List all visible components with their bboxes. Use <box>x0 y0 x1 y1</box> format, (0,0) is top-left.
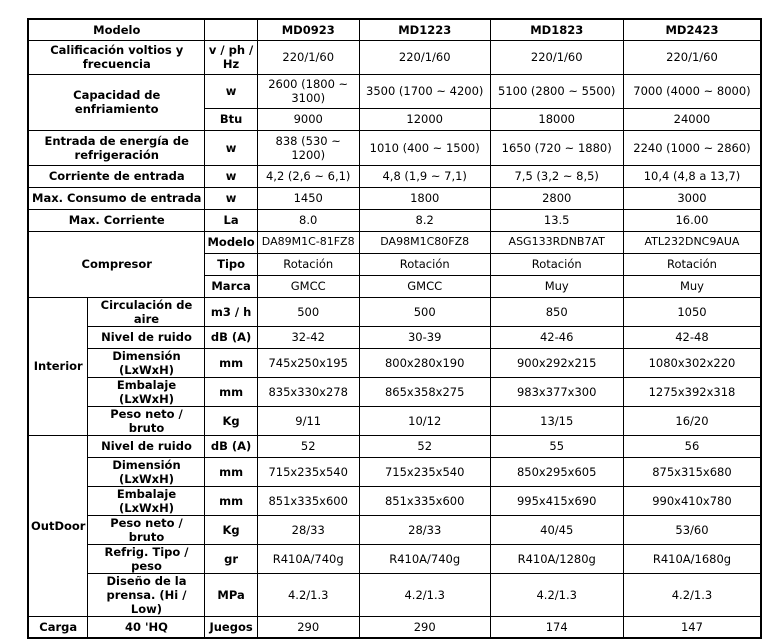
model-name: MD2423 <box>623 19 761 40</box>
cell-value: 42-46 <box>490 326 623 348</box>
row-label: Max. Corriente <box>28 209 205 231</box>
cell-value: Rotación <box>490 253 623 275</box>
row-unit: Juegos <box>205 616 257 638</box>
cell-value: 4,8 (1,9 ~ 7,1) <box>359 165 490 187</box>
cell-value: 40/45 <box>490 515 623 544</box>
cell-value: 1275x392x318 <box>623 377 761 406</box>
row-unit: w <box>205 165 257 187</box>
row-unit: mm <box>205 486 257 515</box>
cell-value: 28/33 <box>257 515 359 544</box>
table-row <box>28 297 761 326</box>
row-label: Nivel de ruido <box>88 326 205 348</box>
cell-value: Rotación <box>359 253 490 275</box>
cell-value: 4.2/1.3 <box>359 573 490 616</box>
cell-value: 3500 (1700 ~ 4200) <box>359 74 490 108</box>
cell-value: 4.2/1.3 <box>257 573 359 616</box>
cell-value: 4,2 (2,6 ~ 6,1) <box>257 165 359 187</box>
cell-value: 1080x302x220 <box>623 348 761 377</box>
cell-value: R410A/740g <box>257 544 359 573</box>
cell-value: 32-42 <box>257 326 359 348</box>
cell-value: 52 <box>257 435 359 457</box>
model-name: MD1823 <box>490 19 623 40</box>
row-unit: Tipo <box>205 253 257 275</box>
row-label: Peso neto / bruto <box>88 515 205 544</box>
row-unit: dB (A) <box>205 435 257 457</box>
cell-value: 290 <box>359 616 490 638</box>
table-row <box>28 616 761 638</box>
cell-value: 990x410x780 <box>623 486 761 515</box>
cell-value: DA89M1C-81FZ8 <box>257 231 359 253</box>
cell-value: Rotación <box>257 253 359 275</box>
header-unit-cell <box>205 19 257 40</box>
header-row <box>28 19 761 40</box>
cell-value: 4.2/1.3 <box>490 573 623 616</box>
cell-value: 220/1/60 <box>490 40 623 74</box>
cell-value: 42-48 <box>623 326 761 348</box>
cell-value: 56 <box>623 435 761 457</box>
cell-value: 147 <box>623 616 761 638</box>
row-label: Dimensión (LxWxH) <box>88 457 205 486</box>
cell-value: 3000 <box>623 187 761 209</box>
row-unit: v / ph / Hz <box>205 40 257 74</box>
section-label-interior: Interior <box>28 297 88 435</box>
cell-value: 715x235x540 <box>359 457 490 486</box>
cell-value: R410A/740g <box>359 544 490 573</box>
table-row <box>28 187 761 209</box>
cell-value: 9/11 <box>257 406 359 435</box>
cell-value: 30-39 <box>359 326 490 348</box>
cell-value: 13.5 <box>490 209 623 231</box>
cell-value: 18000 <box>490 108 623 130</box>
row-label: Refrig. Tipo / peso <box>88 544 205 573</box>
row-label: Entrada de energía de refrigeración <box>28 130 205 165</box>
cell-value: DA98M1C80FZ8 <box>359 231 490 253</box>
row-unit: mm <box>205 377 257 406</box>
row-unit: dB (A) <box>205 326 257 348</box>
cell-value: 5100 (2800 ~ 5500) <box>490 74 623 108</box>
model-name: MD1223 <box>359 19 490 40</box>
row-label: Diseño de la prensa. (Hi / Low) <box>88 573 205 616</box>
row-label: Embalaje (LxWxH) <box>88 486 205 515</box>
cell-value: 1450 <box>257 187 359 209</box>
cell-value: 2240 (1000 ~ 2860) <box>623 130 761 165</box>
cell-value: 983x377x300 <box>490 377 623 406</box>
cell-value: ASG133RDNB7AT <box>490 231 623 253</box>
cell-value: 9000 <box>257 108 359 130</box>
table-row <box>28 209 761 231</box>
table-row <box>28 40 761 74</box>
cell-value: 1010 (400 ~ 1500) <box>359 130 490 165</box>
cell-value: 850x295x605 <box>490 457 623 486</box>
row-label: Embalaje (LxWxH) <box>88 377 205 406</box>
spec-table <box>27 18 762 639</box>
cell-value: 995x415x690 <box>490 486 623 515</box>
table-row <box>28 573 761 616</box>
row-unit: w <box>205 74 257 108</box>
table-row <box>28 74 761 108</box>
cell-value: 800x280x190 <box>359 348 490 377</box>
row-label: Compresor <box>28 231 205 297</box>
header-model-label: Modelo <box>28 19 205 40</box>
row-label: Dimensión (LxWxH) <box>88 348 205 377</box>
row-unit: gr <box>205 544 257 573</box>
cell-value: ATL232DNC9AUA <box>623 231 761 253</box>
table-row <box>28 457 761 486</box>
row-unit: Kg <box>205 406 257 435</box>
table-row <box>28 348 761 377</box>
cell-value: 290 <box>257 616 359 638</box>
cell-value: 875x315x680 <box>623 457 761 486</box>
cell-value: 220/1/60 <box>359 40 490 74</box>
row-unit: w <box>205 187 257 209</box>
cell-value: 1800 <box>359 187 490 209</box>
row-unit: mm <box>205 348 257 377</box>
row-label: Circulación de aire <box>88 297 205 326</box>
cell-value: GMCC <box>359 275 490 297</box>
row-unit: mm <box>205 457 257 486</box>
table-row <box>28 326 761 348</box>
cell-value: Rotación <box>623 253 761 275</box>
cell-value: 8.0 <box>257 209 359 231</box>
cell-value: R410A/1680g <box>623 544 761 573</box>
cell-value: 220/1/60 <box>623 40 761 74</box>
row-unit: m3 / h <box>205 297 257 326</box>
row-sublabel: 40 'HQ <box>88 616 205 638</box>
row-unit: MPa <box>205 573 257 616</box>
table-row <box>28 377 761 406</box>
cell-value: Muy <box>623 275 761 297</box>
cell-value: 851x335x600 <box>257 486 359 515</box>
cell-value: 851x335x600 <box>359 486 490 515</box>
cell-value: 13/15 <box>490 406 623 435</box>
table-row <box>28 231 761 253</box>
cell-value: 8.2 <box>359 209 490 231</box>
table-row <box>28 486 761 515</box>
cell-value: 24000 <box>623 108 761 130</box>
row-unit: Kg <box>205 515 257 544</box>
cell-value: 52 <box>359 435 490 457</box>
model-name: MD0923 <box>257 19 359 40</box>
cell-value: 500 <box>359 297 490 326</box>
cell-value: 745x250x195 <box>257 348 359 377</box>
table-row <box>28 435 761 457</box>
row-label: Carga <box>28 616 88 638</box>
table-row <box>28 515 761 544</box>
row-unit: Marca <box>205 275 257 297</box>
cell-value: 500 <box>257 297 359 326</box>
cell-value: 7000 (4000 ~ 8000) <box>623 74 761 108</box>
cell-value: 55 <box>490 435 623 457</box>
cell-value: 174 <box>490 616 623 638</box>
row-label: Peso neto / bruto <box>88 406 205 435</box>
cell-value: 4.2/1.3 <box>623 573 761 616</box>
cell-value: 7,5 (3,2 ~ 8,5) <box>490 165 623 187</box>
cell-value: 850 <box>490 297 623 326</box>
cell-value: 16/20 <box>623 406 761 435</box>
table-row <box>28 406 761 435</box>
row-label: Capacidad de enfriamiento <box>28 74 205 130</box>
cell-value: 53/60 <box>623 515 761 544</box>
section-label-outdoor: OutDoor <box>28 435 88 616</box>
cell-value: 865x358x275 <box>359 377 490 406</box>
cell-value: 12000 <box>359 108 490 130</box>
row-unit: Btu <box>205 108 257 130</box>
cell-value: 220/1/60 <box>257 40 359 74</box>
table-row <box>28 165 761 187</box>
row-label: Corriente de entrada <box>28 165 205 187</box>
table-row <box>28 130 761 165</box>
cell-value: 1650 (720 ~ 1880) <box>490 130 623 165</box>
cell-value: 10,4 (4,8 a 13,7) <box>623 165 761 187</box>
cell-value: 16.00 <box>623 209 761 231</box>
row-unit: Modelo <box>205 231 257 253</box>
cell-value: 2800 <box>490 187 623 209</box>
table-row <box>28 544 761 573</box>
cell-value: 838 (530 ~ 1200) <box>257 130 359 165</box>
row-unit: La <box>205 209 257 231</box>
cell-value: 28/33 <box>359 515 490 544</box>
row-label: Max. Consumo de entrada <box>28 187 205 209</box>
cell-value: 900x292x215 <box>490 348 623 377</box>
cell-value: Muy <box>490 275 623 297</box>
row-unit: w <box>205 130 257 165</box>
row-label: Nivel de ruido <box>88 435 205 457</box>
cell-value: GMCC <box>257 275 359 297</box>
cell-value: 835x330x278 <box>257 377 359 406</box>
row-label: Calificación voltios y frecuencia <box>28 40 205 74</box>
cell-value: 1050 <box>623 297 761 326</box>
cell-value: R410A/1280g <box>490 544 623 573</box>
cell-value: 10/12 <box>359 406 490 435</box>
cell-value: 2600 (1800 ~ 3100) <box>257 74 359 108</box>
cell-value: 715x235x540 <box>257 457 359 486</box>
